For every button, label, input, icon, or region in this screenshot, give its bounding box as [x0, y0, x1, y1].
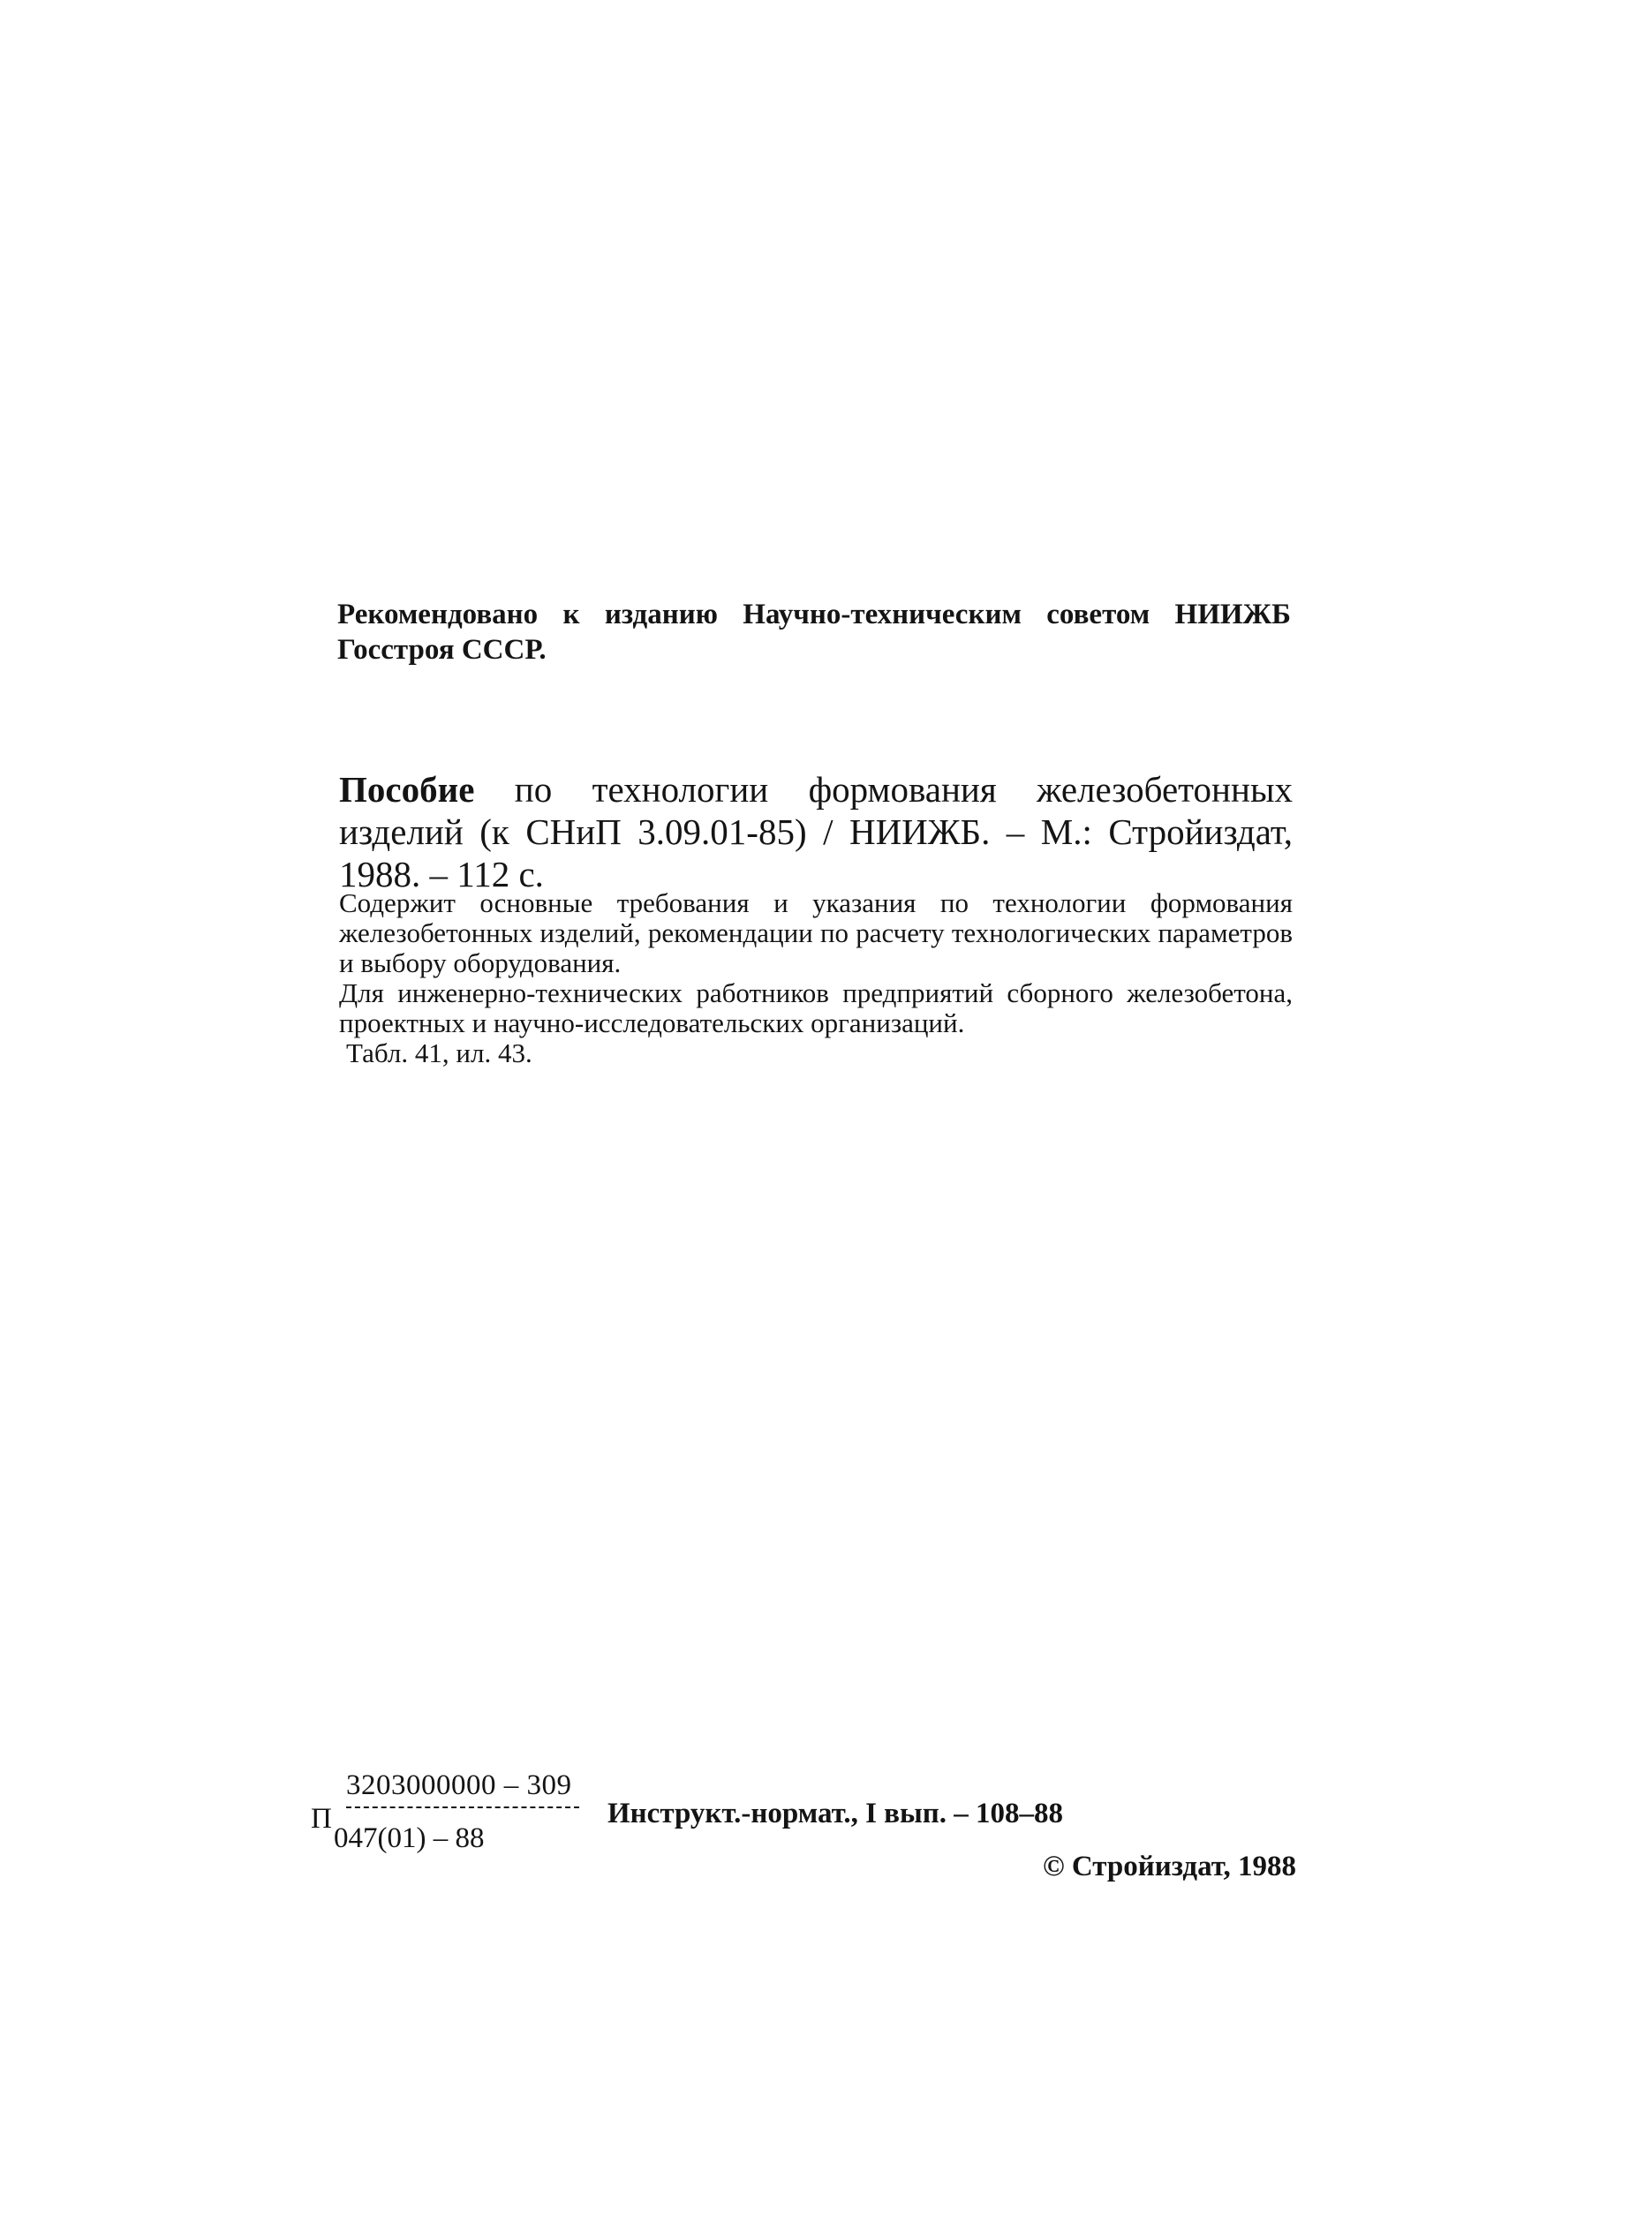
index-series-info: Инструкт.-нормат., I вып. – 108–88	[607, 1798, 1064, 1829]
recommendation-note: Рекомендовано к изданию Научно-техническим советом НИИЖБ Госстроя СССР.	[337, 599, 1291, 666]
bibliographic-entry	[339, 768, 1293, 895]
index-letter: П	[311, 1803, 332, 1835]
index-fraction-line	[346, 1806, 579, 1808]
index-numerator: 3203000000 – 309	[346, 1769, 572, 1801]
annotation	[339, 888, 1293, 1068]
bibliographic-title-word: Пособие	[339, 769, 475, 810]
annotation-paragraph: Для инженерно-технических работников предприятий сборного железобетона, проектных и научно-исследовательских организаций.	[339, 977, 1293, 1038]
index-denominator: 047(01) – 88	[334, 1822, 485, 1854]
bibliographic-citation: по технологии формования железобетонных изделий (к СНиП 3.09.01-85) / НИИЖБ. – М.: Стройиздат, 1988. – 112 с.	[339, 769, 1293, 894]
annotation-paragraph: Содержит основные требования и указания по технологии формования железобетонных изделий, рекомендации по расчету технологических параметров и выбору оборудования.	[339, 887, 1293, 978]
copyright-notice: © Стройиздат, 1988	[1042, 1851, 1296, 1882]
tables-figures-count: Табл. 41, ил. 43.	[346, 1037, 532, 1068]
